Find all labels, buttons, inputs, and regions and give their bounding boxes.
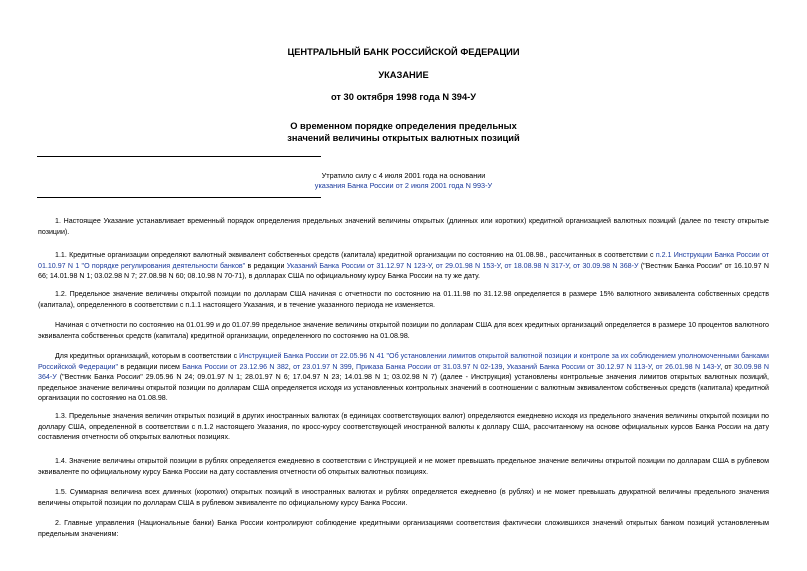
letter-399-link[interactable]: от 23.01.97 N 399	[293, 362, 352, 371]
bank-name: ЦЕНТРАЛЬНЫЙ БАНК РОССИЙСКОЙ ФЕДЕРАЦИИ	[287, 47, 520, 57]
letter-382-link[interactable]: Банка России от 23.12.96 N 382	[182, 362, 289, 371]
paragraph-1-1	[38, 250, 769, 282]
paragraph-1-1-text-b: в редакции	[245, 261, 287, 270]
directive-153-link[interactable]: от 29.01.98 N 153-У	[435, 261, 501, 270]
document-title-line1: О временном порядке определения предельных	[290, 121, 517, 131]
paragraph-1-1-text-f: ("Вестник Банка России" от 16.10.97 N 66; 14.01.98 N 1; 03.02.98 N 7; 27.08.98 N 60; 08.10.98 N 70-71), в долларах США по официальному курсу Банка России на ту же дату.	[38, 261, 769, 281]
paragraph-1-2-c-text-f: ,	[651, 362, 656, 371]
paragraph-1-2-c-text-d: ,	[351, 362, 357, 371]
paragraph-1-1-text-c: ,	[431, 261, 436, 270]
paragraph-1-2-c-text-c: ,	[288, 362, 294, 371]
repeal-notice: Утратило силу с 4 июля 2001 года на основании	[321, 171, 486, 180]
repeal-basis	[0, 181, 807, 191]
paragraph-1-3: 1.3. Предельные значения величин открытых позиций в других иностранных валютах (в единицах соответствующих валют) определяются ежедневно исходя из предельного значения величины открытой позиции по доллару США, определенной в соответствии с п.1.2 настоящего Указания, по кросс-курсу соответствующей иностранной валюты к доллару США, рассчитанному на основе официальных курсов Банка России на дату составления отчетности об открытых валютных позициях.	[38, 412, 769, 442]
paragraph-1-2-c-text-h: ("Вестник Банка России" 29.05.96 N 24; 09.01.97 N 1; 28.01.97 N 6; 17.04.97 N 23; 14.01.98 N 1; 03.02.98 N 7) (далее - Инструкция) установлены контрольные значения лимитов открытых валютных позиций, предельное значение величины открытой позиции по долларам США определяется исходя из установленных контрольных значений в соотношении с валютным эквивалентом собственных средств (капитала) кредитной организации по состоянию на 01.08.98.	[38, 373, 769, 403]
order-02-139-link[interactable]: Приказа Банка России от 31.03.97 N 02-139	[356, 362, 503, 371]
paragraph-1: 1. Настоящее Указание устанавливает временный порядок определения предельных значений величины открытых (длинных или коротких) кредитной организацией валютных позиций (далее по тексту открытые позиции).	[38, 217, 769, 236]
document-date: от 30 октября 1998 года N 394-У	[330, 92, 477, 102]
repeal-basis-link[interactable]: указания Банка России от 2 июля 2001 года N 993-У	[314, 181, 493, 190]
paragraph-1-2-c-text-b: в редакции писем	[118, 362, 183, 371]
paragraph-1-2-c-text-a: Для кредитных организаций, которым в соответствии с	[55, 352, 240, 360]
paragraph-1-4: 1.4. Значение величины открытой позиции в рублях определяется ежедневно в соответствии с Инструкцией и не может превышать предельное значение величины открытой позиции по долларам США в рублевом эквиваленте по официальному курсу Банка России на дату составления отчетности об открытых валютных позициях.	[38, 457, 769, 476]
paragraph-1-1-text-d: ,	[500, 261, 505, 270]
directive-143-link[interactable]: от 26.01.98 N 143-У	[655, 362, 721, 371]
paragraph-1-1-text-e: ,	[568, 261, 574, 270]
document-title-line2: значений величины открытых валютных позиций	[287, 133, 520, 143]
paragraph-1-2-c-text-g: , от	[720, 362, 734, 371]
instruction-41-link[interactable]: Инструкцией Банка России от 22.05.96 N 41 "Об установлении лимитов открытой валютной позиции и контроле за их соблюдением уполномоченными банками Российской Федерации"	[38, 352, 769, 371]
paragraph-1-2-b: Начиная с отчетности по состоянию на 01.01.99 и до 01.07.99 предельное значение величины открытой позиции по долларам США для всех кредитных организаций определяется в размере 10 процентов валютного эквивалента собственных средств (капитала) кредитной организации, определенного по состоянию на 01.08.98.	[38, 321, 769, 340]
separator-line-top	[37, 156, 321, 157]
directive-364-link[interactable]: 30.09.98 N 364-У	[38, 362, 769, 382]
directive-123-link[interactable]: Указаний Банка России от 31.12.97 N 123-У	[286, 261, 432, 270]
paragraph-1-1-text-a: 1.1. Кредитные организации определяют валютный эквивалент собственных средств (капитала) кредитной организации по состоянию на 01.08.98., рассчитанных в соответствии с	[55, 251, 656, 259]
paragraph-1-5: 1.5. Суммарная величина всех длинных (коротких) открытых позиций в иностранных валютах и рублях определяется ежедневно (в рублях) и не может превышать двукратной величины предельного значения величины открытой позиции по долларам США в рублевом эквиваленте по официальному курсу Банка России.	[38, 488, 769, 507]
separator-line-bottom	[37, 197, 321, 198]
paragraph-2: 2. Главные управления (Национальные банки) Банка России контролируют соблюдение кредитными организациями соответствия фактически сложившихся значений открытых банком позиций установленным предельным значениям:	[38, 519, 769, 538]
directive-113-link[interactable]: Указаний Банка России от 30.12.97 N 113-У	[506, 362, 652, 371]
directive-368-link[interactable]: от 30.09.98 N 368-У	[573, 261, 639, 270]
document-type: УКАЗАНИЕ	[378, 70, 429, 80]
instruction-1-link[interactable]: п.2.1 Инструкции Банка России от 01.10.97 N 1 "О порядке регулирования деятельности банков"	[38, 251, 769, 270]
directive-317-link[interactable]: от 18.08.98 N 317-У	[504, 261, 569, 270]
paragraph-1-2: 1.2. Предельное значение величины открытой позиции по долларам США начиная с отчетности по состоянию на 01.11.98 по 31.12.98 определяется в размере 15% валютного эквивалента собственных средств (капитала), определенного в соответствии с п.1.1 настоящего Указания, и в течение указанного периода не изменяется.	[38, 290, 769, 309]
paragraph-1-2-c-text-e: ,	[502, 362, 507, 371]
paragraph-1-2-c	[38, 351, 769, 404]
